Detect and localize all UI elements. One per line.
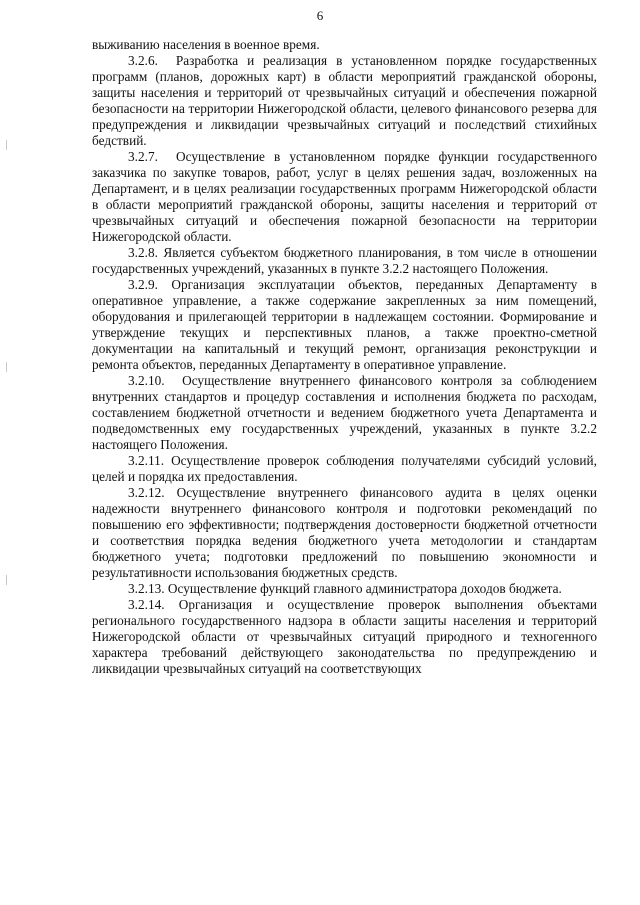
paragraph-3-2-14: 3.2.14. Организация и осуществление проверок выполнения объектами регионального государственного надзора в области защиты населения и территорий Нижегородской области от чрезвычайных ситуаций природного и техногенного характера требований действующего законодательства по предупреждению и ликвидации чрезвычайных ситуаций на соответствующих bbox=[92, 597, 597, 676]
margin-mark bbox=[6, 140, 7, 150]
paragraph-3-2-7: 3.2.7. Осуществление в установленном порядке функции государственного заказчика по закупке товаров, работ, услуг в целях решения задач, возложенных на Департамент, и в целях реализации государственных программ Нижегородской области в области мероприятий гражданской обороны, защиты населения и территорий от чрезвычайных ситуаций и обеспечения пожарной безопасности на территории Нижегородской области. bbox=[92, 149, 597, 244]
margin-mark bbox=[6, 575, 7, 585]
paragraph-3-2-10: 3.2.10. Осуществление внутреннего финансового контроля за соблюдением внутренних стандартов и процедур составления и исполнения бюджета по расходам, составлением бюджетной отчетности и ведением бюджетного учета Департамента и подведомственных ему государственных учреждений, указанных в пункте 3.2.2 настоящего Положения. bbox=[92, 373, 597, 452]
page-number: 6 bbox=[316, 8, 324, 23]
document-body bbox=[92, 37, 597, 677]
paragraph-3-2-8: 3.2.8. Является субъектом бюджетного планирования, в том числе в отношении государственных учреждений, указанных в пункте 3.2.2 настоящего Положения. bbox=[92, 245, 597, 276]
paragraph-3-2-9: 3.2.9. Организация эксплуатации объектов, переданных Департаменту в оперативное управление, а также содержание закрепленных за ним помещений, оборудования и прилегающей территории в надлежащем состоянии. Формирование и утверждение текущих и перспективных планов, а также проектно-сметной документации на капитальный и текущий ремонт, организация реконструкции и ремонта объектов, переданных Департаменту в оперативное управление. bbox=[92, 277, 597, 372]
paragraph-3-2-11: 3.2.11. Осуществление проверок соблюдения получателями субсидий условий, целей и порядка их предоставления. bbox=[92, 453, 597, 484]
margin-mark bbox=[6, 362, 7, 372]
paragraph-continuation: выживанию населения в военное время. bbox=[92, 37, 320, 52]
paragraph-3-2-6: 3.2.6. Разработка и реализация в установленном порядке государственных программ (планов, дорожных карт) в области мероприятий гражданской обороны, защиты населения и территорий от чрезвычайных ситуаций и обеспечения пожарной безопасности на территории Нижегородской области, целевого финансового резерва для предупреждения и ликвидации чрезвычайных ситуаций и последствий стихийных бедствий. bbox=[92, 53, 597, 148]
paragraph-3-2-13: 3.2.13. Осуществление функций главного администратора доходов бюджета. bbox=[128, 581, 562, 596]
paragraph-3-2-12: 3.2.12. Осуществление внутреннего финансового аудита в целях оценки надежности внутреннего финансового контроля и подготовки рекомендаций по повышению его эффективности; подтверждения достоверности бюджетной отчетности и соответствия порядка ведения бюджетного учета методологии и стандартам бюджетного учета; подготовки предложений по повышению экономности и результативности использования бюджетных средств. bbox=[92, 485, 597, 580]
